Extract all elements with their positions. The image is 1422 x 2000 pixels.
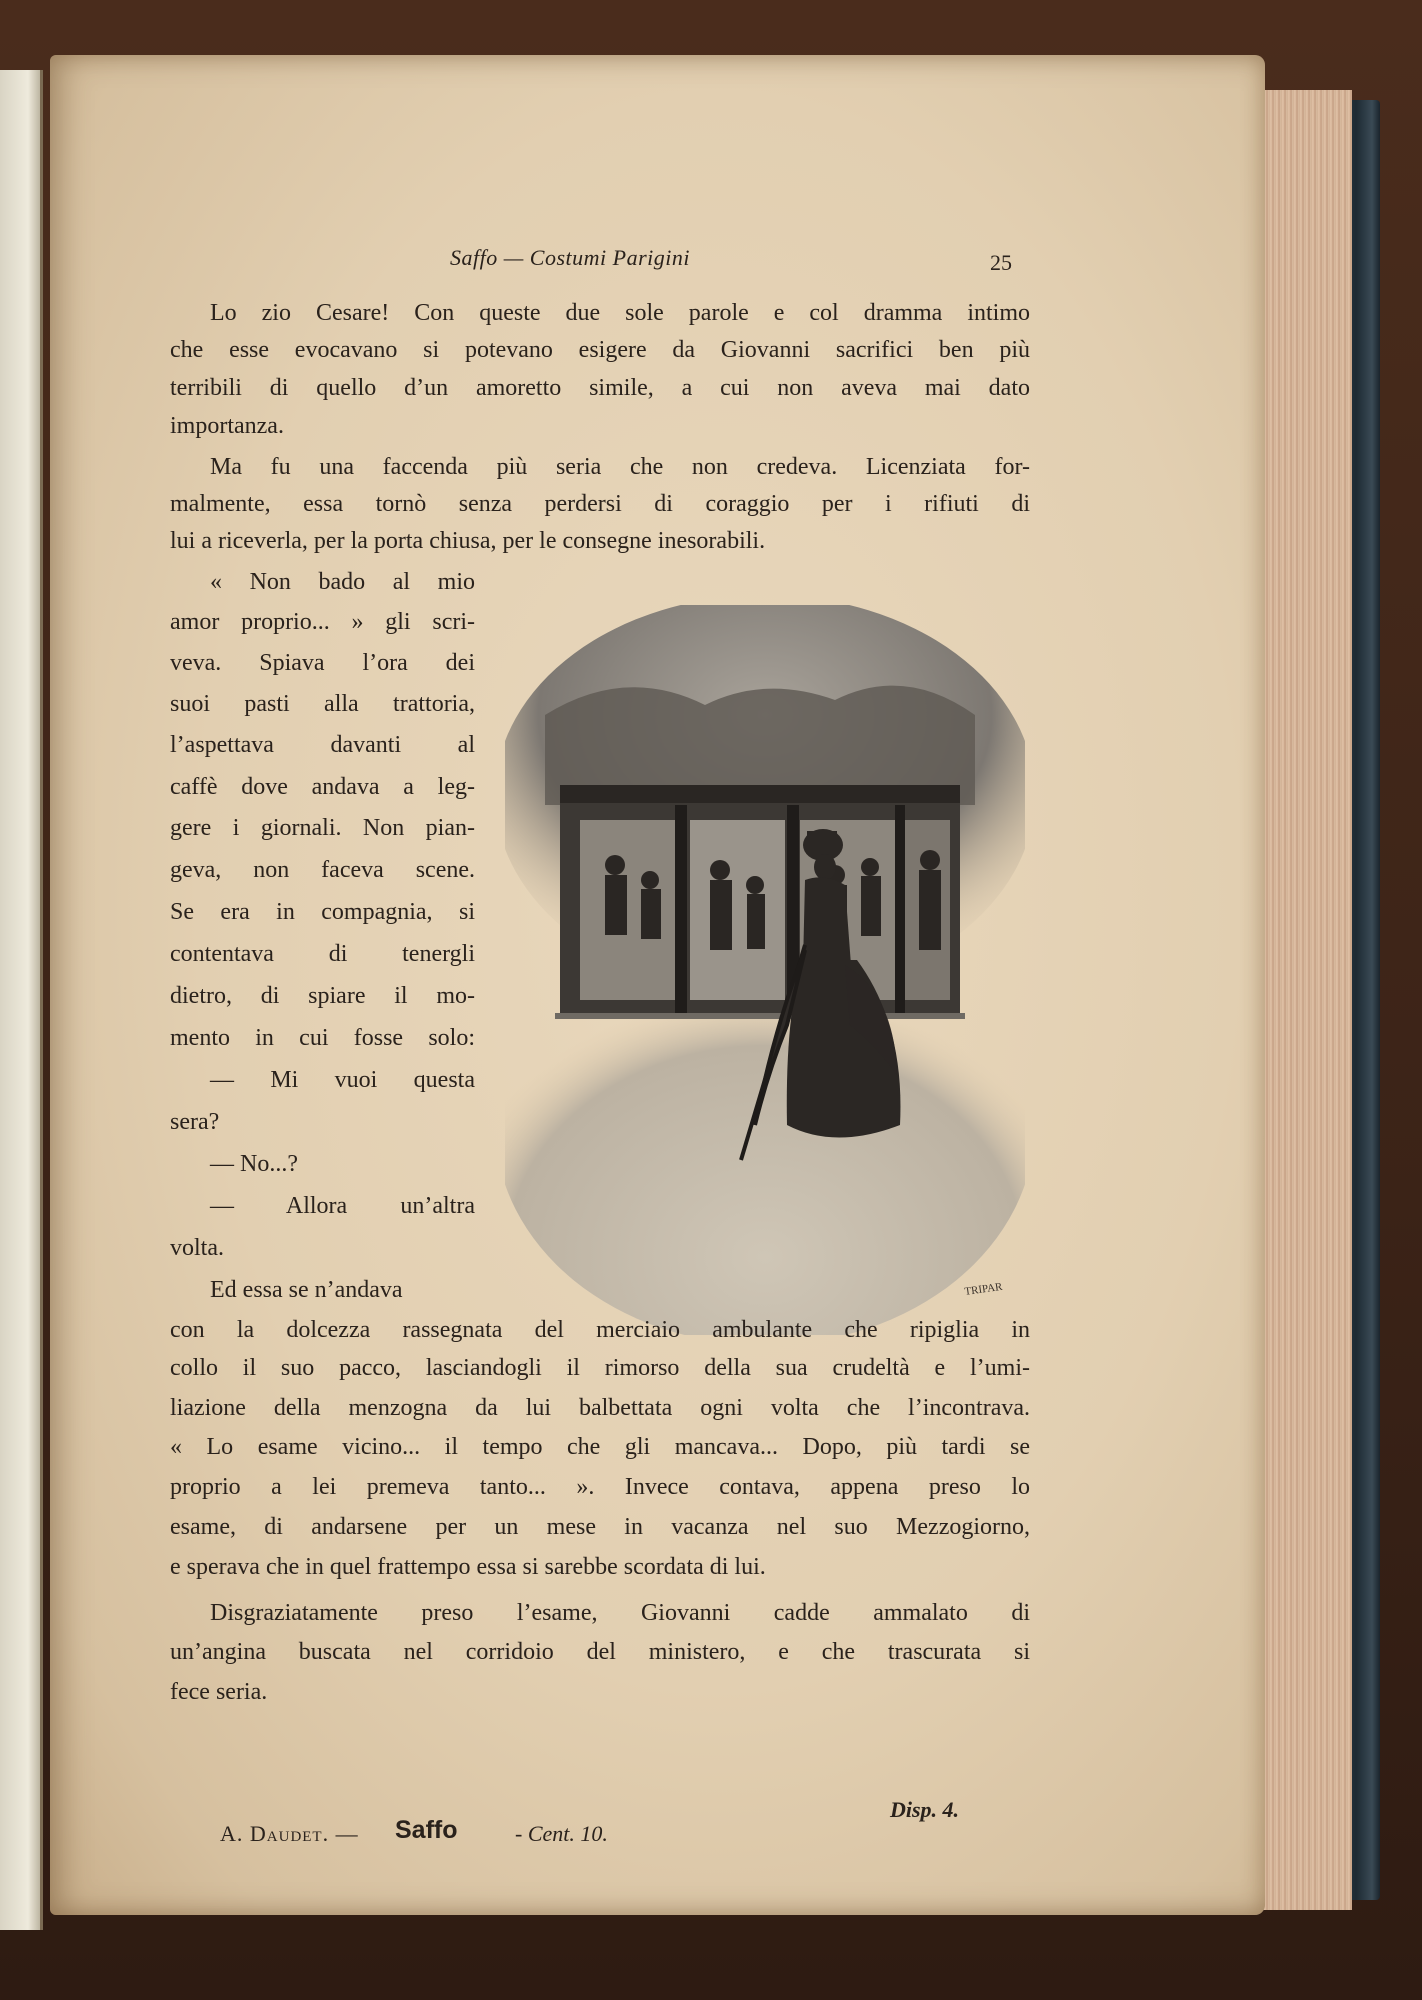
text-line: Ed essa se n’andava <box>210 1277 403 1303</box>
running-head: Saffo — Costumi Parigini <box>450 245 690 270</box>
text-line: Disgraziatamente preso l’esame, Giovanni cadde ammalato di <box>210 1600 1030 1626</box>
text-line: sera? <box>170 1109 220 1135</box>
text-line: con la dolcezza rassegnata del merciaio ambulante che ripiglia in <box>170 1317 1030 1343</box>
text-line: fece seria. <box>170 1679 268 1705</box>
footer-dispensa: Disp. 4. <box>890 1797 960 1822</box>
footer-author: A. Daudet. — <box>220 1821 359 1846</box>
text-line: mento in cui fosse solo: <box>170 1025 475 1051</box>
text-line: Lo zio Cesare! Con queste due sole parole e col dramma intimo <box>210 300 1030 326</box>
text-line: e sperava che in quel frattempo essa si sarebbe scordata di lui. <box>170 1554 766 1580</box>
text-line: proprio a lei premeva tanto... ». Invece contava, appena preso lo <box>170 1474 1030 1500</box>
text-line: collo il suo pacco, lasciandogli il rimorso della sua crudeltà e l’umi- <box>170 1355 1030 1381</box>
text-line: Ma fu una faccenda più seria che non credeva. Licenziata for- <box>210 454 1030 480</box>
text-line: geva, non faceva scene. <box>170 857 475 883</box>
text-line: amor proprio... » gli scri- <box>170 609 475 635</box>
illustration-signature: TRIPAR <box>963 1280 1004 1298</box>
text-line: liazione della menzogna da lui balbettata ogni volta che l’incontrava. <box>170 1395 1030 1421</box>
footer-title: Saffo <box>395 1816 458 1844</box>
text-line: che esse evocavano si potevano esigere da Giovanni sacrifici ben più <box>170 337 1030 363</box>
text-line: esame, di andarsene per un mese in vacanza nel suo Mezzogiorno, <box>170 1514 1030 1540</box>
text-line: terribili di quello d’un amoretto simile, a cui non aveva mai dato <box>170 375 1030 401</box>
page-number: 25 <box>990 250 1012 275</box>
footer-price: - Cent. 10. <box>515 1821 608 1846</box>
text-line: malmente, essa tornò senza perdersi di coraggio per i rifiuti di <box>170 491 1030 517</box>
text-line: « Lo esame vicino... il tempo che gli mancava... Dopo, più tardi se <box>170 1434 1030 1460</box>
text-line: suoi pasti alla trattoria, <box>170 691 475 717</box>
text-line: l’aspettava davanti al <box>170 732 475 758</box>
text-line: importanza. <box>170 413 284 439</box>
text-line: veva. Spiava l’ora dei <box>170 650 475 676</box>
text-line: Se era in compagnia, si <box>170 899 475 925</box>
text-line: lui a riceverla, per la porta chiusa, per le consegne inesorabili. <box>170 528 766 554</box>
text-line: — Allora un’altra <box>210 1193 475 1219</box>
text-line: — Mi vuoi questa <box>210 1067 475 1093</box>
text-line: dietro, di spiare il mo- <box>170 983 475 1009</box>
text-line: caffè dove andava a leg- <box>170 774 475 800</box>
text-line: — No...? <box>210 1151 298 1177</box>
text-line: un’angina buscata nel corridoio del ministero, e che trascurata si <box>170 1639 1030 1665</box>
text-line: volta. <box>170 1235 224 1261</box>
text-line: contentava di tenergli <box>170 941 475 967</box>
text-line: « Non bado al mio <box>210 569 475 595</box>
engraving-woman-with-umbrella-icon <box>505 605 1025 1335</box>
left-page-edge <box>0 70 43 1930</box>
book-page <box>50 55 1265 1915</box>
text-line: gere i giornali. Non pian- <box>170 815 475 841</box>
page-stack-edge <box>1255 90 1352 1910</box>
